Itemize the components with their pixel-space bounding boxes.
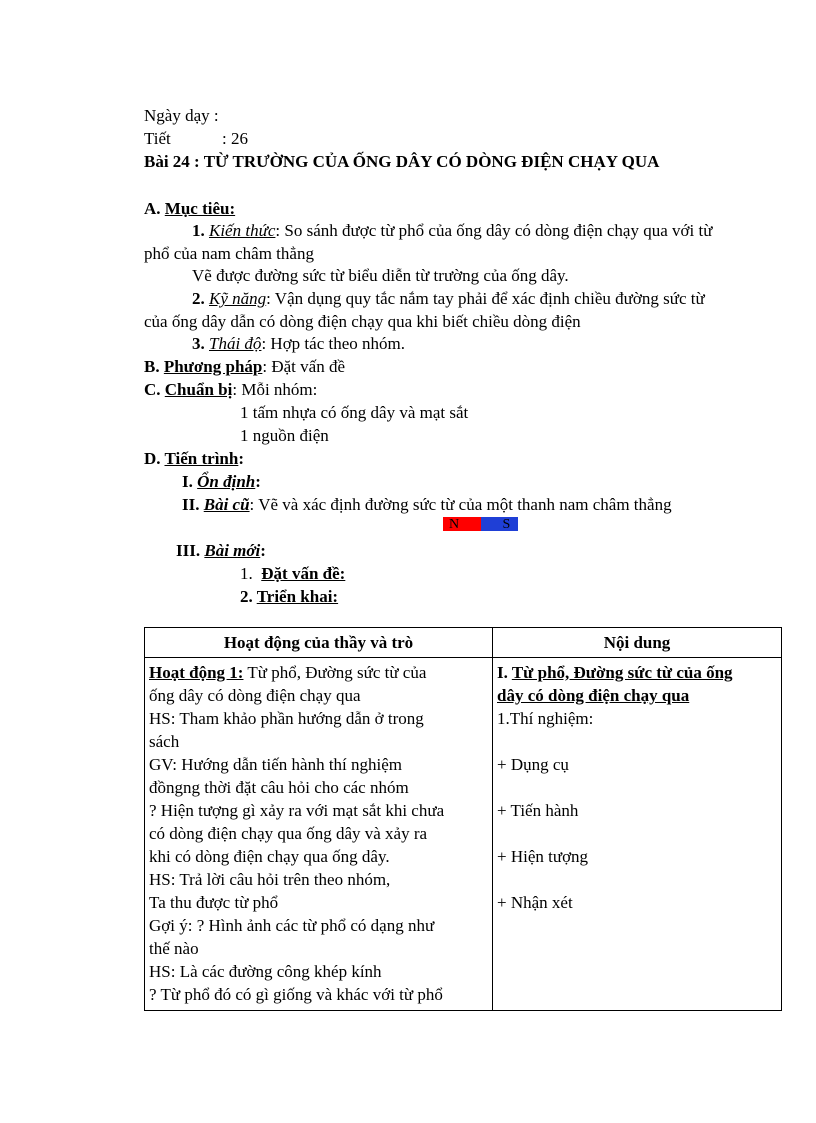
activity-line: có dòng điện chạy qua ống dây và xảy ra — [149, 824, 428, 843]
old-lesson-num: II. — [182, 495, 200, 514]
objectives-title: Mục tiêu: — [164, 199, 236, 218]
activity-line: khi có dòng điện chạy qua ống dây. — [149, 847, 390, 866]
activity-line: đồngng thời đặt câu hỏi cho các nhóm — [149, 778, 409, 797]
knowledge-num: 1. — [192, 221, 205, 240]
knowledge-line-3: Vẽ được đường sức từ biểu diễn từ trường của ống dây. — [192, 266, 569, 285]
activity-line: Ta thu được từ phổ — [149, 893, 279, 912]
stabilize-line — [182, 470, 261, 493]
activity-line: HS: Tham khảo phần hướng dẫn ở trong — [149, 709, 424, 728]
lesson-title — [144, 150, 659, 173]
skill-label: Kỹ năng — [209, 289, 267, 308]
new-lesson-label: Bài mới — [204, 541, 261, 560]
knowledge-text: : So sánh được từ phổ của ống dây có dòng điện chạy qua với từ — [275, 221, 713, 240]
new-lesson-colon: : — [260, 541, 266, 560]
header-activities: Hoạt động của thầy và trò — [145, 628, 493, 658]
step-label: Đặt vấn đề: — [261, 564, 346, 583]
method-heading: Phương pháp — [163, 357, 263, 376]
objectives-prefix: A. — [144, 199, 161, 218]
teaching-date-label: Ngày dạy : — [144, 106, 219, 125]
old-lesson-label: Bài cũ — [203, 495, 250, 514]
content-item: + Tiến hành — [497, 801, 579, 820]
skill-line-1 — [192, 287, 705, 310]
activity-line: sách — [149, 732, 180, 751]
content-section-title-text: Từ phổ, Đường sức từ của ống — [511, 663, 733, 682]
spacer — [497, 776, 777, 799]
stabilize-label: Ổn định — [197, 472, 256, 491]
preparation-text: : Mỗi nhóm: — [232, 380, 318, 399]
bar-magnet-illustration — [443, 517, 518, 531]
process-heading — [144, 447, 244, 470]
activity-line: Gợi ý: ? Hình ảnh các từ phổ có dạng như — [149, 916, 435, 935]
preparation-prefix: C. — [144, 380, 161, 399]
step-num: 1. — [240, 564, 253, 583]
table-header-row — [145, 628, 782, 658]
activity-line: thế nào — [149, 939, 199, 958]
stabilize-num: I. — [182, 472, 193, 491]
skill-line-2: của ống dây dẫn có dòng điện chạy qua khi biết chiều dòng điện — [144, 312, 581, 331]
attitude-label: Thái độ — [209, 334, 262, 353]
content-section-title-1 — [497, 661, 777, 684]
preparation-heading: Chuẩn bị — [164, 380, 233, 399]
activity-line: GV: Hướng dẫn tiến hành thí nghiệm — [149, 755, 403, 774]
activity-line: HS: Trả lời câu hỏi trên theo nhóm, — [149, 870, 391, 889]
activity-line: ? Từ phổ đó có gì giống và khác với từ phổ — [149, 985, 443, 1004]
new-lesson-line — [176, 539, 266, 562]
content-section-title-2: dây có dòng điện chạy qua — [497, 686, 690, 705]
activities-cell — [145, 658, 493, 1011]
knowledge-label: Kiến thức — [209, 221, 276, 240]
activity-label: Hoạt động 1: — [149, 663, 244, 682]
activity-title-line-2: ống dây có dòng điện chạy qua — [149, 686, 361, 705]
table-row — [145, 658, 782, 1011]
stabilize-colon: : — [255, 472, 261, 491]
attitude-text: : Hợp tác theo nhóm. — [261, 334, 405, 353]
attitude-num: 3. — [192, 334, 205, 353]
lesson-number: Bài 24 : — [144, 152, 200, 171]
skill-text: : Vận dụng quy tắc nắm tay phải để xác định chiều đường sức từ — [266, 289, 705, 308]
spacer — [497, 822, 777, 845]
new-lesson-num: III. — [176, 541, 201, 560]
method-prefix: B. — [144, 357, 160, 376]
method-line — [144, 355, 345, 378]
preparation-item: 1 nguồn điện — [240, 426, 329, 445]
magnet-south-pole — [481, 517, 519, 531]
spacer — [497, 868, 777, 891]
method-text: : Đặt vấn đề — [262, 357, 345, 376]
step-item — [240, 585, 338, 608]
content-item: + Nhận xét — [497, 893, 573, 912]
content-item: + Dụng cụ — [497, 755, 569, 774]
activity-title-line-1 — [149, 661, 488, 684]
preparation-line — [144, 378, 317, 401]
content-cell — [493, 658, 782, 1011]
period-value: : 26 — [222, 129, 248, 148]
objectives-heading — [144, 197, 235, 220]
lesson-name: TỪ TRƯỜNG CỦA ỐNG DÂY CÓ DÒNG ĐIỆN CHẠY QUA — [203, 152, 660, 171]
spacer — [497, 730, 777, 753]
step-num: 2. — [240, 587, 253, 606]
activity-table — [144, 627, 782, 1011]
attitude-line — [192, 332, 405, 355]
old-lesson-text: : Vẽ và xác định đường sức từ của một thanh nam châm thẳng — [249, 495, 672, 514]
knowledge-line-1 — [192, 219, 712, 242]
magnet-north-label: N — [449, 517, 460, 532]
skill-num: 2. — [192, 289, 205, 308]
content-section-num: I. — [497, 663, 508, 682]
magnet-north-pole — [443, 517, 481, 531]
process-colon: : — [238, 449, 244, 468]
step-item — [240, 562, 345, 585]
process-title: Tiến trình — [164, 449, 239, 468]
content-subheading: 1.Thí nghiệm: — [497, 709, 594, 728]
magnet-south-label: S — [502, 517, 511, 532]
period-label: Tiết — [144, 129, 171, 148]
old-lesson-line — [182, 493, 672, 516]
preparation-item: 1 tấm nhựa có ống dây và mạt sắt — [240, 403, 469, 422]
activity-title-text: Từ phổ, Đường sức từ của — [243, 663, 427, 682]
content-item: + Hiện tượng — [497, 847, 589, 866]
header-content: Nội dung — [493, 628, 782, 658]
process-prefix: D. — [144, 449, 161, 468]
knowledge-line-2: phổ của nam châm thẳng — [144, 244, 314, 263]
step-label: Triển khai: — [256, 587, 339, 606]
activity-line: ? Hiện tượng gì xảy ra với mạt sắt khi chưa — [149, 801, 445, 820]
activity-line: HS: Là các đường công khép kính — [149, 962, 382, 981]
